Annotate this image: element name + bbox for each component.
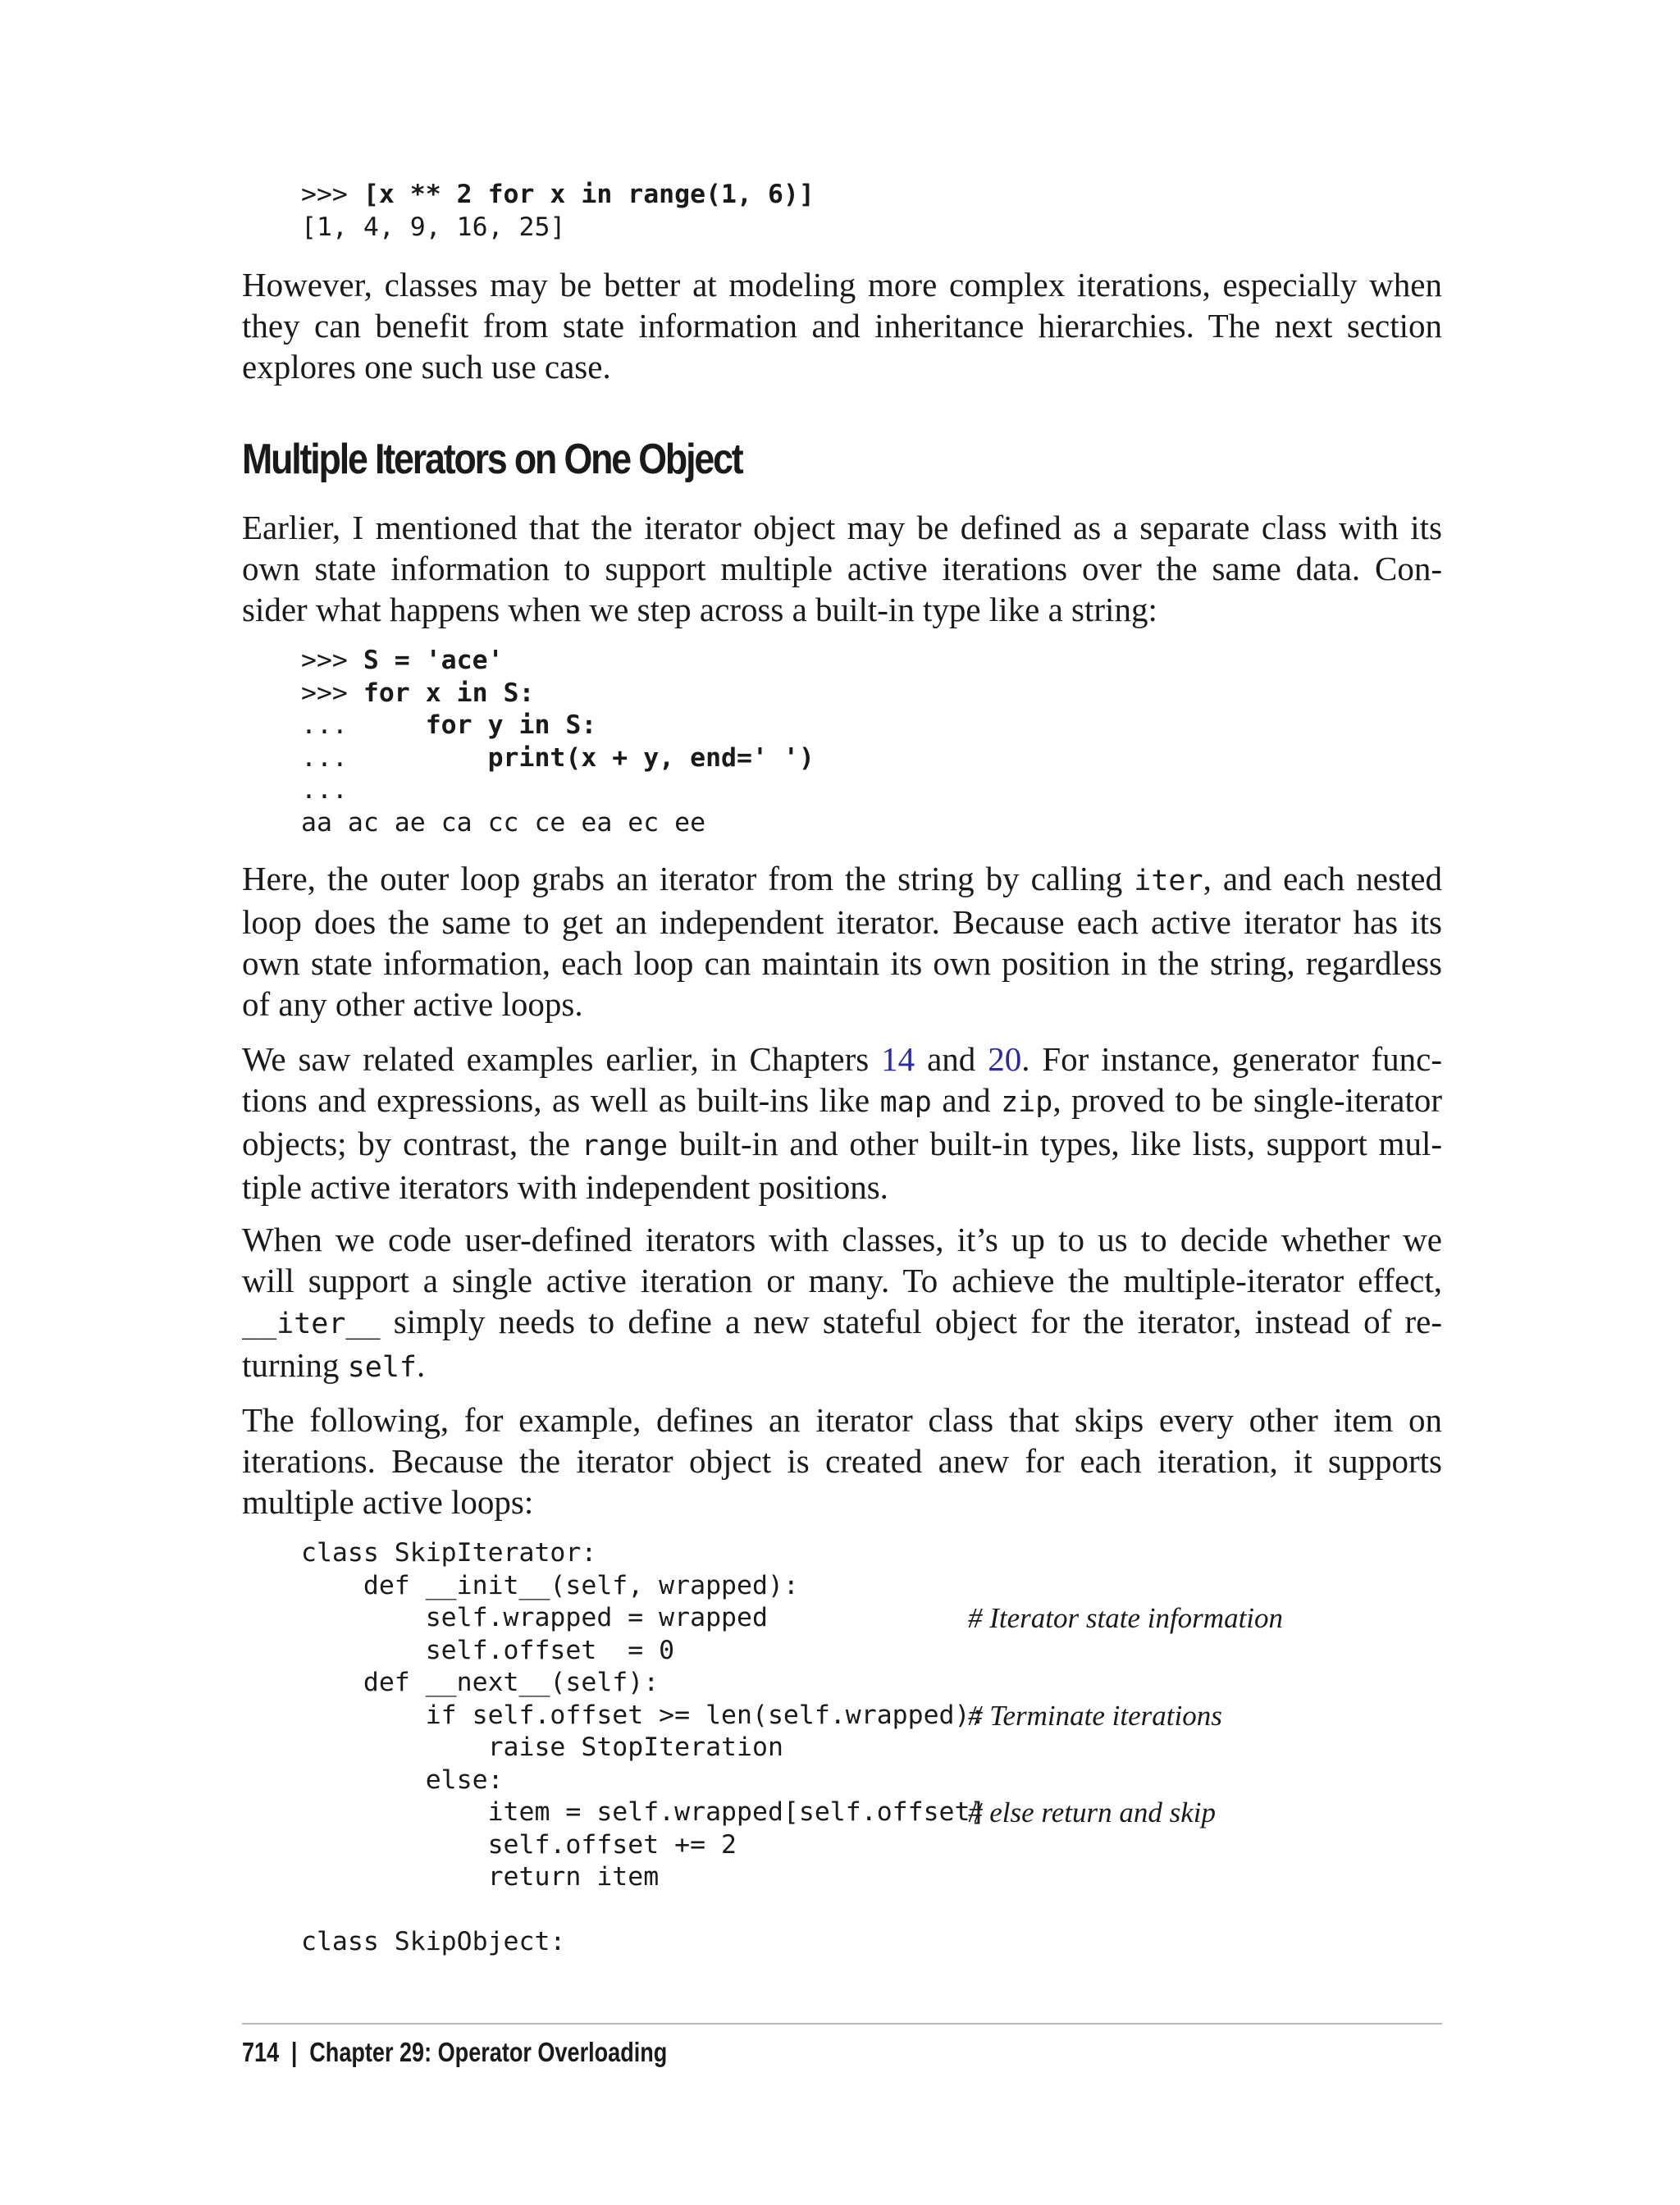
code-text: self.offset = 0 <box>301 1635 675 1665</box>
code-line <box>301 774 815 807</box>
text-line: own state information, each loop can maintain its own position in the string, regardless <box>242 944 1442 982</box>
code-line <box>301 212 815 244</box>
code-text: item = self.wrapped[self.offset] <box>301 1797 986 1827</box>
inline-code-iter-method: __iter__ <box>242 1308 381 1340</box>
code-text: [x ** 2 for x in range(1, 6)] <box>363 180 815 209</box>
inline-code-map: map <box>879 1086 932 1119</box>
text-line: sider what happens when we step across a built-in type like a string: <box>242 591 1157 628</box>
code-text: self.wrapped = wrapped <box>301 1603 768 1632</box>
code-text: if self.offset >= len(self.wrapped): <box>301 1700 986 1730</box>
inline-code-range: range <box>581 1130 669 1162</box>
code-block-nested-string-loops <box>301 645 815 839</box>
code-line <box>301 1861 985 1894</box>
code-line <box>301 179 815 212</box>
code-comment: # Terminate iterations <box>968 1699 1222 1732</box>
code-line <box>301 742 815 775</box>
code-text: for y in S: <box>363 710 597 740</box>
text-line: loop does the same to get an independent iterator. Because each active iterator has its <box>242 903 1442 941</box>
section-heading: Multiple Iterators on One Object <box>242 436 742 483</box>
code-text: class SkipIterator: <box>301 1538 597 1568</box>
text-line: objects; by contrast, the range built-in and other built-in types, like lists, support mul- <box>242 1125 1442 1162</box>
code-line <box>301 678 815 710</box>
page-number: 714 <box>242 2037 280 2067</box>
text-line: When we code user-defined iterators with classes, it’s up to us to decide whether we <box>242 1221 1442 1258</box>
text-line: The following, for example, defines an iterator class that skips every other item on <box>242 1401 1442 1439</box>
code-text: def __init__(self, wrapped): <box>301 1570 799 1600</box>
chapter-title: Chapter 29: Operator Overloading <box>309 2037 668 2067</box>
paragraph-classes-complex-iterations <box>242 264 1442 387</box>
code-line <box>301 1537 985 1570</box>
text-line: multiple active loops: <box>242 1483 534 1521</box>
code-line <box>301 1829 985 1862</box>
code-prompt: ... <box>301 710 363 740</box>
code-prompt: >>> <box>301 180 363 209</box>
code-text: S = 'ace' <box>363 646 504 675</box>
inline-code-iter: iter <box>1134 865 1203 897</box>
code-text: class SkipObject: <box>301 1927 566 1956</box>
code-line <box>301 1796 1216 1829</box>
inline-code-zip: zip <box>1001 1086 1053 1119</box>
text-line: they can benefit from state information and inheritance hierarchies. The next section <box>242 307 1442 345</box>
code-text: raise StopIteration <box>301 1732 783 1762</box>
code-text: print(x + y, end=' ') <box>363 742 815 773</box>
code-line <box>301 807 815 840</box>
code-text: for x in S: <box>363 678 535 708</box>
code-line <box>301 645 815 678</box>
text-line: tiple active iterators with independent positions. <box>242 1168 888 1206</box>
text-line: tions and expressions, as well as built-ins like map and zip, proved to be single-iterator <box>242 1081 1443 1119</box>
code-line <box>301 1570 985 1603</box>
text-line: Earlier, I mentioned that the iterator object may be defined as a separate class with its <box>242 509 1442 546</box>
code-line <box>301 1602 1284 1635</box>
code-prompt: >>> <box>301 678 363 708</box>
code-comment: # else return and skip <box>968 1796 1216 1828</box>
text-line: Here, the outer loop grabs an iterator from the string by calling iter, and each nested <box>242 860 1442 897</box>
code-block-list-comprehension <box>301 179 815 244</box>
code-prompt: ... <box>301 775 348 805</box>
code-line <box>301 710 815 742</box>
text-line: of any other active loops. <box>242 985 583 1023</box>
inline-code-self: self <box>347 1351 417 1384</box>
text-line: However, classes may be better at modeling more complex iterations, especially when <box>242 266 1442 304</box>
code-text: self.offset += 2 <box>301 1829 737 1860</box>
code-line <box>301 1667 985 1700</box>
page-footer <box>242 2037 667 2068</box>
code-text: def __next__(self): <box>301 1668 660 1697</box>
code-line <box>301 1894 985 1927</box>
chapter-14-link[interactable]: 14 <box>881 1040 915 1078</box>
text-line: We saw related examples earlier, in Chapters 14 and 20. For instance, generator func- <box>242 1040 1442 1078</box>
code-line <box>301 1699 1222 1732</box>
text-line: turning self. <box>242 1346 426 1384</box>
code-text: aa ac ae ca cc ce ea ec ee <box>301 807 706 838</box>
code-prompt: ... <box>301 742 363 773</box>
code-text: else: <box>301 1764 504 1795</box>
chapter-20-link[interactable]: 20 <box>988 1040 1022 1078</box>
text-line: own state information to support multiple active iterations over the same data. Con- <box>242 550 1442 587</box>
code-text: [1, 4, 9, 16, 25] <box>301 212 566 242</box>
code-prompt: >>> <box>301 646 363 675</box>
text-line: __iter__ simply needs to define a new stateful object for the iterator, instead of re- <box>242 1303 1442 1340</box>
text-line: iterations. Because the iterator object is created anew for each iteration, it supports <box>242 1442 1442 1480</box>
code-line <box>301 1635 985 1668</box>
paragraph-related-examples <box>242 1039 1442 1208</box>
paragraph-separate-iterator-class <box>242 507 1442 630</box>
text-line: will support a single active iteration or many. To achieve the multiple-iterator effect, <box>242 1262 1442 1299</box>
code-block-skip-iterator <box>301 1537 1284 1959</box>
paragraph-outer-loop-iter <box>242 858 1442 1025</box>
paragraph-skip-iterator-intro <box>242 1399 1442 1522</box>
footer-separator: | <box>290 2037 298 2067</box>
code-line <box>301 1732 985 1764</box>
footer-rule <box>242 2023 1442 2025</box>
text-line: explores one such use case. <box>242 348 611 386</box>
code-text: return item <box>301 1862 660 1892</box>
code-line <box>301 1764 985 1797</box>
code-comment: # Iterator state information <box>968 1602 1284 1634</box>
paragraph-user-defined-iterators <box>242 1219 1442 1388</box>
code-line <box>301 1926 985 1959</box>
